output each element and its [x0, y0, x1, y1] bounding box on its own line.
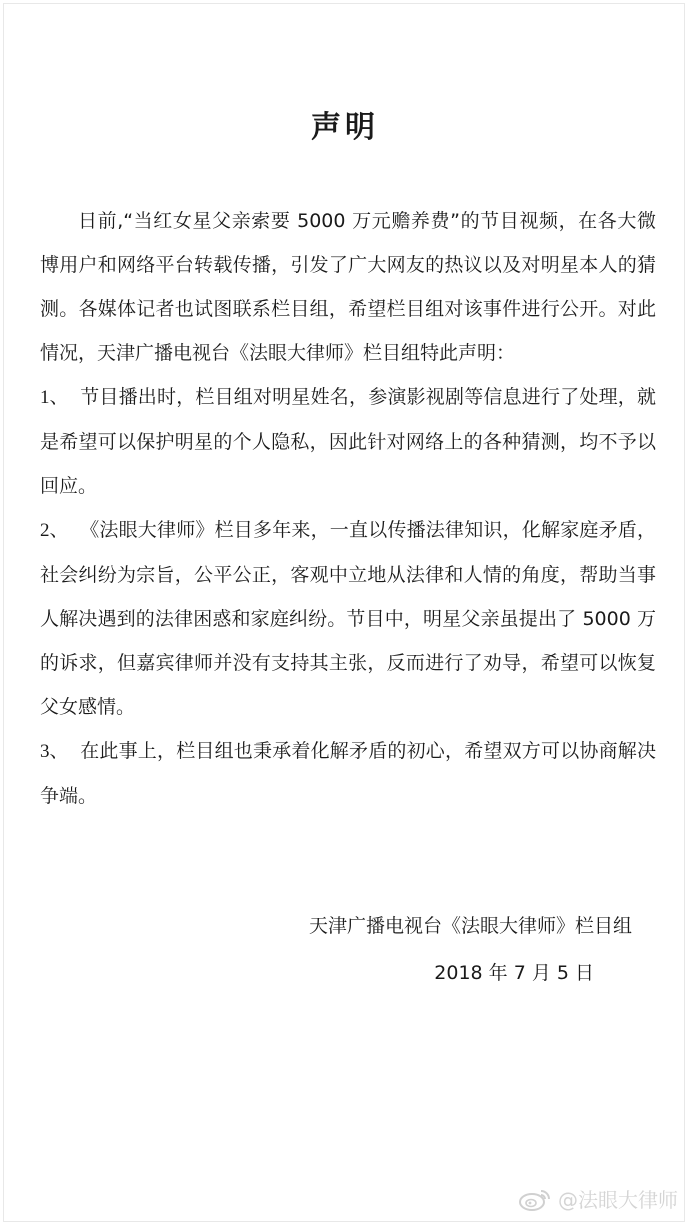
item-text: 《法眼大律师》栏目多年来，一直以传播法律知识，化解家庭矛盾，社会纠纷为宗旨，公平公正，客观中立地从法律和人情的角度，帮助当事人解决遇到的法律困惑和家庭纠纷。节目中，明星父亲虽提出了 5000 万的诉求，但嘉宾律师并没有支持其主张，反而进行了劝导，希望可以恢复父女感情。: [40, 519, 656, 718]
watermark-text: @法眼大律师: [558, 1188, 678, 1212]
statement-date: 2018 年 7 月 5 日: [434, 962, 594, 984]
statement-body: [40, 199, 656, 818]
statement-item-1: [40, 375, 656, 508]
item-text: 在此事上，栏目组也秉承着化解矛盾的初心，希望双方可以协商解决争端。: [40, 740, 656, 807]
intro-paragraph: 日前,“当红女星父亲索要 5000 万元赡养费”的节目视频，在各大微博用户和网络平台转载传播，引发了广大网友的热议以及对明星本人的猜测。各媒体记者也试图联系栏目组，希望栏目组对该事件进行公开。对此情况，天津广播电视台《法眼大律师》栏目组特此声明：: [40, 210, 656, 364]
item-number: 1、: [40, 387, 69, 408]
weibo-logo-icon: [518, 1186, 552, 1212]
statement-item-2: [40, 508, 656, 729]
signature: 天津广播电视台《法眼大律师》栏目组: [308, 915, 632, 937]
item-number: 3、: [40, 741, 69, 762]
item-text: 节目播出时，栏目组对明星姓名，参演影视剧等信息进行了处理，就是希望可以保护明星的个人隐私，因此针对网络上的各种猜测，均不予以回应。: [40, 386, 656, 497]
statement-title: 声明: [311, 110, 379, 145]
item-number: 2、: [40, 520, 69, 541]
watermark: [518, 1184, 678, 1213]
statement-item-3: [40, 729, 656, 818]
